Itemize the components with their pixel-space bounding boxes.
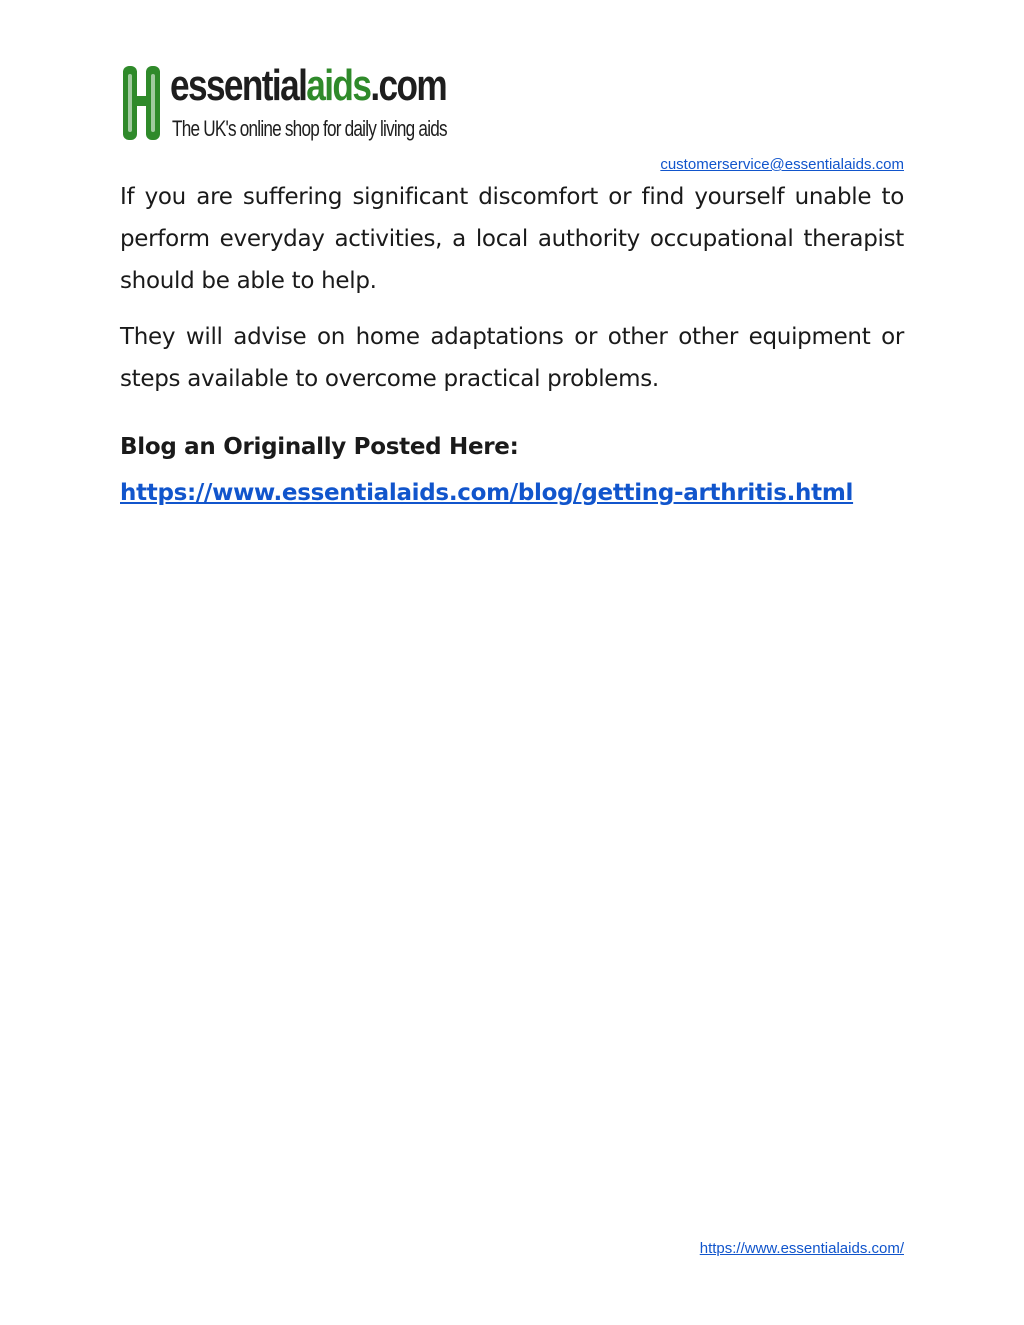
page-header xyxy=(120,60,904,174)
logo-mark-icon xyxy=(120,62,166,148)
essentialaids-logo[interactable] xyxy=(120,60,447,174)
logo-word-essential: essential xyxy=(170,61,307,110)
document-body xyxy=(120,176,904,516)
paragraph-occupational-therapist: If you are suffering significant discomfort or find yourself unable to perform everyday activities, a local authority occupational therapist should be able to help. xyxy=(120,184,904,294)
logo-word-com: .com xyxy=(370,61,447,110)
footer-website-link[interactable]: https://www.essentialaids.com/ xyxy=(699,1240,904,1257)
paragraph-home-adaptations: They will advise on home adaptations or other other equipment or steps available to overcome practical problems. xyxy=(120,324,904,392)
contact-email-link[interactable]: customerservice@essentialaids.com xyxy=(660,156,904,173)
logo-tagline: The UK's online shop for daily living aids xyxy=(172,116,447,141)
logo-wordmark xyxy=(170,61,447,110)
logo-word-aids: aids xyxy=(306,61,371,110)
blog-source-link[interactable]: https://www.essentialaids.com/blog/getting-arthritis.html xyxy=(120,480,854,506)
blog-source-heading: Blog an Originally Posted Here: xyxy=(120,434,519,460)
